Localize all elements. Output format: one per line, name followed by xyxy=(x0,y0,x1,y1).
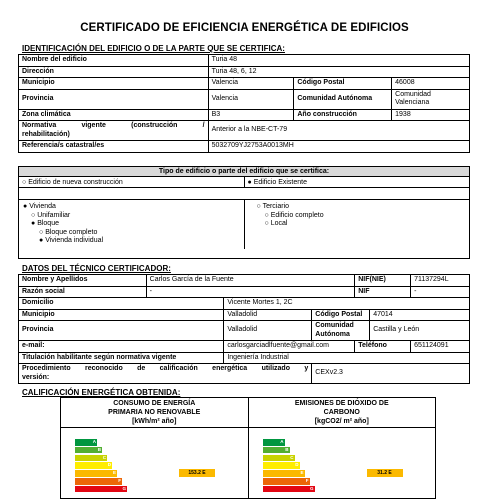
procedure-value: CEXv2.3 xyxy=(312,364,470,384)
community-value: Comunidad Valenciana xyxy=(392,89,470,109)
consumption-scale xyxy=(61,428,248,498)
tertiary-options xyxy=(244,200,470,249)
address-value: Turia 48, 6, 12 xyxy=(208,66,469,78)
postal-code-label: Código Postal xyxy=(294,78,392,90)
tech-community-label: Comunidad Autónoma xyxy=(312,321,370,341)
phone-value: 651124091 xyxy=(411,341,470,353)
option-unifamiliar[interactable]: ○ Unifamiliar xyxy=(31,211,71,219)
tech-municipality-value: Valladolid xyxy=(224,309,312,321)
emissions-scale-bar-g xyxy=(263,486,315,493)
climate-zone-value: B3 xyxy=(208,109,294,121)
construction-year-label: Año construcción xyxy=(294,109,392,121)
building-name-value: Turia 48 xyxy=(208,55,469,67)
emissions-scale-bar-b xyxy=(263,447,290,454)
address-label: Dirección xyxy=(19,66,209,78)
tech-province-label: Provincia xyxy=(19,321,224,341)
option-bloque-completo[interactable]: ○ Bloque completo xyxy=(39,228,98,236)
option-terciario[interactable]: ○ Terciario xyxy=(256,203,290,210)
option-vivienda-individual[interactable]: ● Vivienda individual xyxy=(39,237,104,244)
email-value: carlosgarciadlfuente@gmail.com xyxy=(224,341,355,353)
option-local[interactable]: ○ Local xyxy=(264,220,288,227)
company-nif-label: NIF xyxy=(355,286,411,298)
building-name-label: Nombre del edificio xyxy=(19,55,209,67)
company-value: - xyxy=(146,286,355,298)
building-type-heading: Tipo de edificio o parte del edificio que se certifica: xyxy=(19,167,469,177)
consumption-scale-letter-f: F xyxy=(118,478,121,483)
document-title: CERTIFICADO DE EFICIENCIA ENERGÉTICA DE EDIFICIOS xyxy=(80,22,409,34)
regulation-value: Anterior a la NBE-CT-79 xyxy=(208,121,469,141)
tech-postal-label: Código Postal xyxy=(312,309,370,321)
consumption-heading: CONSUMO DE ENERGÍA PRIMARIA NO RENOVABLE [kWh/m² año] xyxy=(108,400,201,425)
emissions-scale-letter-f: F xyxy=(305,478,309,483)
cadastral-reference-label: Referencia/s catastral/es xyxy=(19,141,209,153)
option-edificio-completo[interactable]: ○ Edificio completo xyxy=(264,211,324,219)
degree-label: Titulación habilitante según normativa vigente xyxy=(19,352,224,364)
consumption-scale-bar-a xyxy=(75,439,97,446)
domicile-label: Domicilio xyxy=(19,298,224,310)
consumption-scale-bar-d xyxy=(75,462,112,469)
consumption-scale-bar-f xyxy=(75,478,122,485)
tech-province-value: Valladolid xyxy=(224,321,312,341)
energy-rating-box xyxy=(60,397,436,499)
technician-name-label: Nombre y Apellidos xyxy=(19,275,147,287)
emissions-scale-letter-d: D xyxy=(295,462,299,468)
option-vivienda[interactable]: ● Vivienda xyxy=(23,203,56,210)
climate-zone-label: Zona climática xyxy=(19,109,209,121)
emissions-scale-letter-e: E xyxy=(300,470,304,476)
emissions-scale-bar-c xyxy=(263,455,295,462)
option-bloque[interactable]: ● Bloque xyxy=(31,220,59,227)
municipality-value: Valencia xyxy=(208,78,294,90)
tech-postal-value: 47014 xyxy=(370,309,470,321)
technician-table xyxy=(18,274,470,384)
residential-options xyxy=(19,200,244,249)
emissions-scale-letter-g: G xyxy=(309,485,314,491)
emissions-rating-marker: 31.2 E xyxy=(367,469,403,477)
degree-value: Ingeniería Industrial xyxy=(224,352,470,364)
emissions-scale-bar-f xyxy=(263,478,310,485)
tech-community-value: Castilla y León xyxy=(370,321,470,341)
consumption-scale-letter-c: C xyxy=(102,454,106,460)
province-value: Valencia xyxy=(208,89,294,109)
consumption-scale-bar-e xyxy=(75,470,117,477)
cadastral-reference-value: 5032709YJ2753A0013MH xyxy=(208,141,469,153)
building-type-box xyxy=(18,166,470,259)
consumption-rating-marker: 153.2 E xyxy=(179,469,215,477)
consumption-scale-bar-g xyxy=(75,486,127,493)
emissions-scale xyxy=(248,428,436,498)
technician-name-value: Carlos García de la Fuente xyxy=(146,275,355,287)
emissions-heading: EMISIONES DE DIÓXIDO DE CARBONO [kgCO2/ m² año] xyxy=(248,398,436,427)
procedure-label: Procedimiento reconocido de calificación energética utilizado y versión: xyxy=(19,364,312,384)
identification-heading: IDENTIFICACIÓN DEL EDIFICIO O DE LA PARTE QUE SE CERTIFICA: xyxy=(22,44,285,53)
consumption-scale-letter-d: D xyxy=(107,462,111,468)
consumption-scale-letter-b: B xyxy=(97,446,101,452)
regulation-label: Normativa vigente (construcción / rehabilitación) xyxy=(19,121,209,141)
community-label: Comunidad Autónoma xyxy=(294,89,392,109)
construction-year-value: 1938 xyxy=(392,109,470,121)
technician-nif-label: NIF(NIE) xyxy=(355,275,411,287)
option-new-building[interactable]: ○ Edificio de nueva construcción xyxy=(22,179,123,186)
domicile-value: Vicente Mortes 1, 2C xyxy=(224,298,470,310)
company-nif-value: - xyxy=(411,286,470,298)
technician-nif-value: 71137294L xyxy=(411,275,470,287)
emissions-scale-bar-d xyxy=(263,462,300,469)
municipality-label: Municipio xyxy=(19,78,209,90)
company-label: Razón social xyxy=(19,286,147,298)
tech-municipality-label: Municipio xyxy=(19,309,224,321)
emissions-scale-letter-c: C xyxy=(290,454,294,460)
rating-heading: CALIFICACIÓN ENERGÉTICA OBTENIDA: xyxy=(22,388,181,397)
technician-heading: DATOS DEL TÉCNICO CERTIFICADOR: xyxy=(22,264,171,273)
consumption-scale-letter-g: G xyxy=(122,485,126,491)
identification-table xyxy=(18,54,470,153)
postal-code-value: 46008 xyxy=(392,78,470,90)
consumption-scale-letter-e: E xyxy=(112,470,116,476)
emissions-scale-letter-b: B xyxy=(285,446,289,452)
consumption-scale-letter-a: A xyxy=(92,439,96,444)
emissions-scale-bar-a xyxy=(263,439,285,446)
option-existing-building[interactable]: ● Edificio Existente xyxy=(244,177,470,187)
email-label: e-mail: xyxy=(19,341,224,353)
emissions-scale-bar-e xyxy=(263,470,305,477)
consumption-scale-bar-b xyxy=(75,447,102,454)
consumption-scale-bar-c xyxy=(75,455,107,462)
province-label: Provincia xyxy=(19,89,209,109)
phone-label: Teléfono xyxy=(355,341,411,353)
emissions-scale-letter-a: A xyxy=(280,439,284,444)
